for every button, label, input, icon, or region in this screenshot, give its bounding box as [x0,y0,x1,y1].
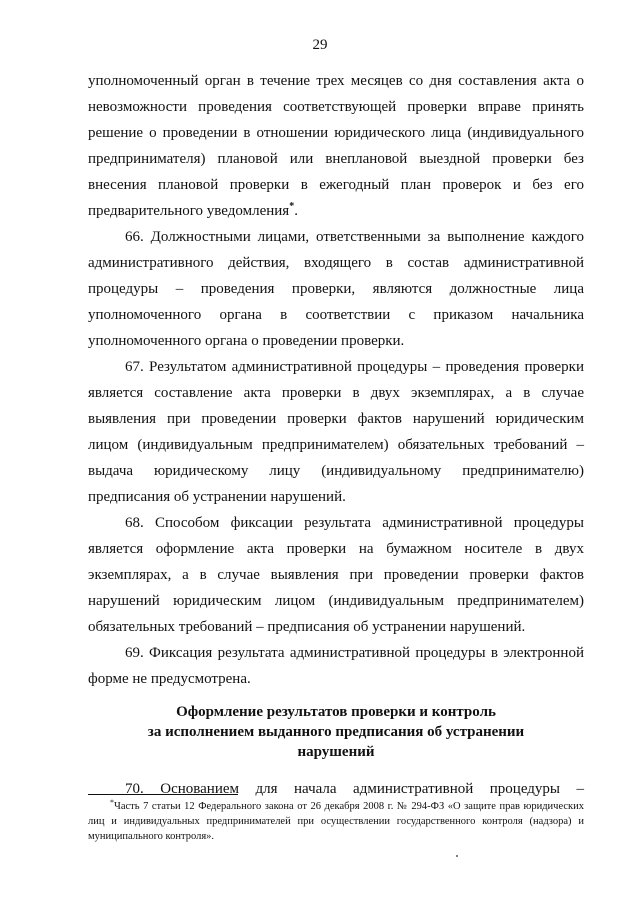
paragraph-67: 67. Результатом административной процедуры – проведения проверки является составление акта проверки в двух экземплярах, а в случае выявления при проведении проверки фактов нарушений юридическим лицом (индивидуальным предпринимателем) обязательных требований – выдача юридическому лицу (индивидуальному предпринимателю) предписания об устранении нарушений. [88,359,584,505]
paragraph-tail: . [294,203,298,219]
paragraph-69: 69. Фиксация результата административной процедуры в электронной форме не предусмотрена. [88,645,584,687]
section-heading-line: Оформление результатов проверки и контроль [176,704,496,720]
body-text [88,68,584,802]
section-heading-line: за исполнением выданного предписания об устранении [147,724,525,740]
footnote-mark: * [110,797,114,807]
footnote [88,799,584,844]
section-heading [88,702,584,762]
paragraph-68: 68. Способом фиксации результата административной процедуры является оформление акта проверки на бумажном носителе в двух экземплярах, а в случае выявления при проведении проверки фактов нарушений юридическим лицом (индивидуальным предпринимателем) обязательных требований – предписания об устранении нарушений. [88,515,584,635]
section-heading-line: нарушений [297,744,375,760]
page-number: 29 [312,37,328,53]
scan-artifact [456,855,458,857]
paragraph-70: 70. Основанием для начала административной процедуры – [125,781,584,797]
footnote-divider [88,794,238,795]
paragraph-66: 66. Должностными лицами, ответственными за выполнение каждого административного действия, входящего в состав административной процедуры – проведения проверки, являются должностные лица уполномоченного органа в соответствии с приказом начальника уполномоченного органа о проведении проверки. [88,229,584,349]
footnote-reference: * [289,201,295,212]
paragraph-continuation [88,68,584,224]
paragraph-text: уполномоченный орган в течение трех месяцев со дня составления акта о невозможности проведения соответствующей проверки вправе принять решение о проведении в отношении юридического лица (индивидуального предпринимателя) плановой или внеплановой выездной проверки без внесения плановой проверки в ежегодный план проверок и без его предварительного уведомления [88,73,584,219]
footnote-text: Часть 7 статьи 12 Федерального закона от 26 декабря 2008 г. № 294-ФЗ «О защите прав юридических лиц и индивидуальных предпринимателей при осуществлении государственного контроля (надзора) и муниципального контроля». [88,801,584,842]
